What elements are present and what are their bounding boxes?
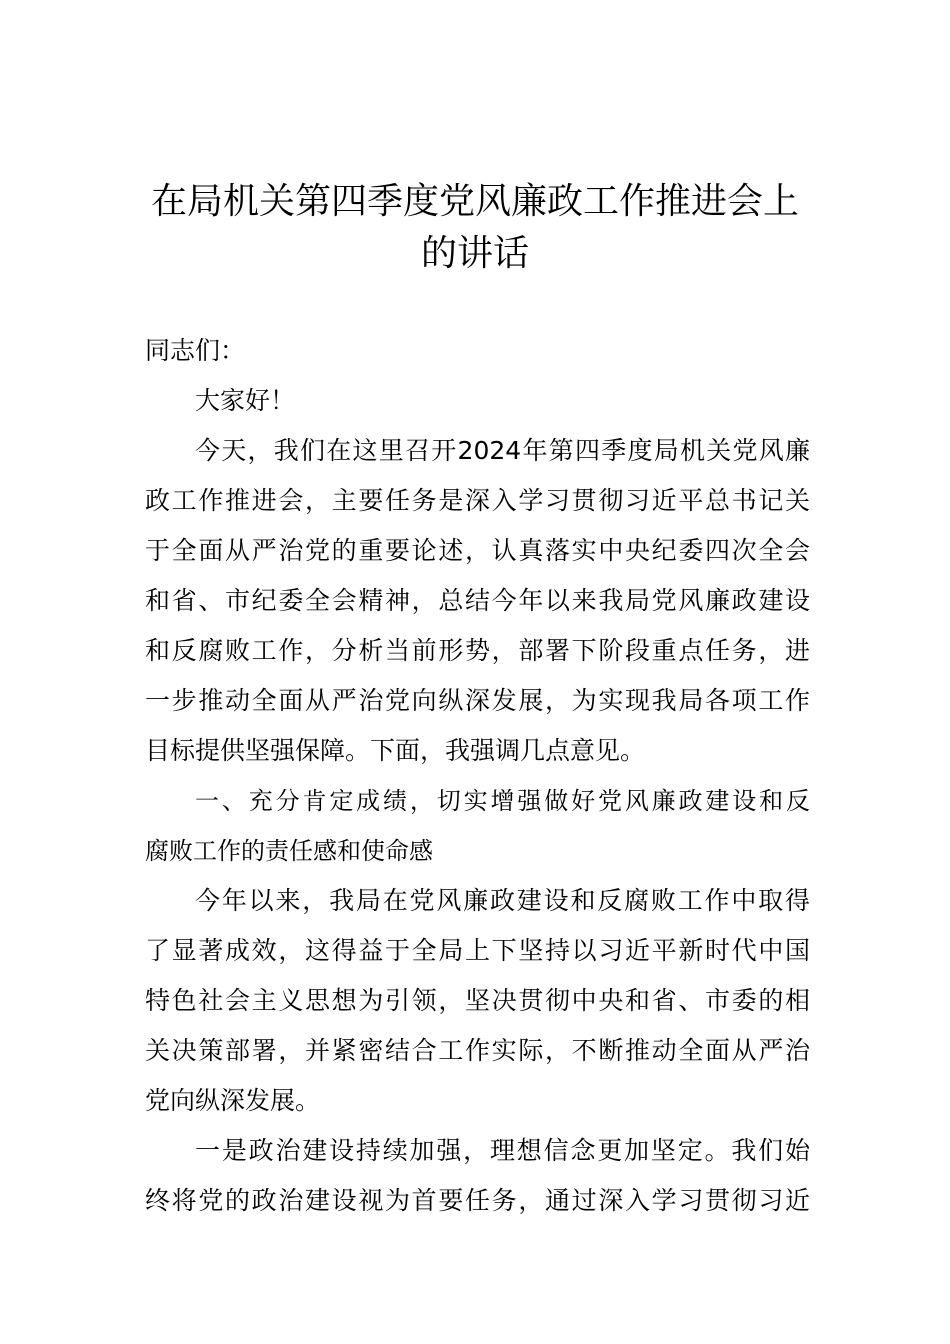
paragraph-line: 关决策部署，并紧密结合工作实际，不断推动全面从严治 (145, 1036, 810, 1065)
paragraph-opening (145, 426, 810, 776)
paragraph-line: 于全面从严治党的重要论述，认真落实中央纪委四次全会 (145, 536, 810, 565)
title-line-1: 在局机关第四季度党风廉政工作推进会上 (150, 181, 799, 222)
paragraph-line: 今天，我们在这里召开2024年第四季度局机关党风廉 (195, 436, 810, 465)
salutation-line: 同志们： (145, 336, 246, 365)
paragraph-line: 党向纵深发展。 (145, 1086, 321, 1115)
section-heading-line: 腐败工作的责任感和使命感 (145, 837, 433, 865)
paragraph-line: 一步推动全面从严治党向纵深发展，为实现我局各项工作 (145, 686, 810, 715)
paragraph-line: 了显著成效，这得益于全局上下坚持以习近平新时代中国 (145, 936, 810, 965)
paragraph-line: 政工作推进会，主要任务是深入学习贯彻习近平总书记关 (145, 486, 810, 515)
section-heading-line: 一、充分肯定成绩，切实增强做好党风廉政建设和反 (195, 787, 810, 815)
paragraph-line: 今年以来，我局在党风廉政建设和反腐败工作中取得 (195, 886, 810, 915)
document-title (110, 176, 840, 280)
paragraph-line: 一是政治建设持续加强，理想信念更加坚定。我们始 (195, 1136, 810, 1165)
paragraph-line: 特色社会主义思想为引领，坚决贯彻中央和省、市委的相 (145, 986, 810, 1015)
document-body (145, 326, 810, 1226)
paragraph-line: 终将党的政治建设视为首要任务，通过深入学习贯彻习近 (145, 1186, 810, 1215)
greeting-line: 大家好！ (195, 386, 296, 415)
paragraph-achievements (145, 876, 810, 1126)
paragraph-line: 和省、市纪委全会精神，总结今年以来我局党风廉政建设 (145, 586, 810, 615)
salutation (145, 326, 810, 376)
greeting (145, 376, 810, 426)
paragraph-line: 和反腐败工作，分析当前形势，部署下阶段重点任务，进 (145, 636, 810, 665)
section-heading-1 (145, 776, 810, 876)
paragraph-political-building (145, 1126, 810, 1226)
title-line-2: 的讲话 (420, 233, 529, 274)
paragraph-line: 目标提供坚强保障。下面，我强调几点意见。 (145, 736, 646, 765)
